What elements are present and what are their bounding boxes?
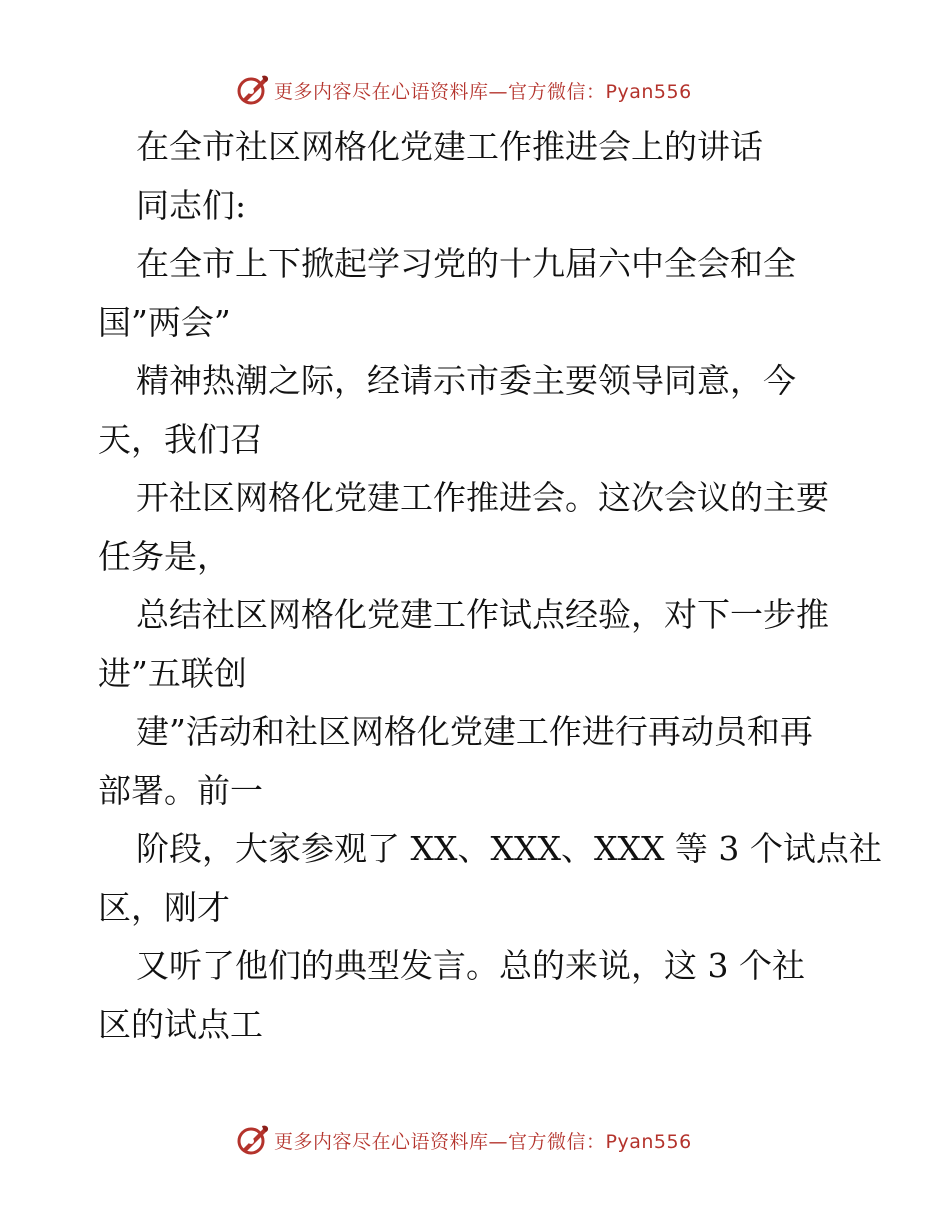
- paragraph-line: 进”五联创: [98, 653, 247, 693]
- paragraph-line: 总结社区网格化党建工作试点经验，对下一步推: [136, 595, 829, 634]
- paragraph-line: 天，我们召: [98, 419, 263, 459]
- paragraph-line: 精神热潮之际，经请示市委主要领导同意，今: [136, 361, 796, 400]
- paragraph-line: 建”活动和社区网格化党建工作进行再动员和再: [136, 712, 813, 751]
- paragraph-line: 部署。前一: [98, 770, 263, 810]
- quill-pen-icon: [234, 72, 270, 108]
- document-title: 在全市社区网格化党建工作推进会上的讲话: [136, 127, 763, 166]
- paragraph-line: 在全市上下掀起学习党的十九届六中全会和全: [136, 244, 796, 283]
- footer-text: 更多内容尽在心语资料库—官方微信：Pyan556: [274, 1130, 692, 1153]
- paragraph-line: 任务是，: [98, 536, 230, 576]
- paragraph-line: 又听了他们的典型发言。总的来说，这 3 个社: [136, 946, 805, 985]
- footer-banner: [234, 1120, 692, 1160]
- header-banner: [234, 70, 692, 110]
- paragraph-line: 开社区网格化党建工作推进会。这次会议的主要: [136, 478, 829, 517]
- document-body: [98, 118, 882, 1054]
- paragraph-line: 区的试点工: [98, 1004, 263, 1044]
- salutation: 同志们:: [136, 185, 247, 225]
- quill-pen-icon: [234, 1122, 270, 1158]
- paragraph-line: 区，刚才: [98, 887, 230, 927]
- header-text: 更多内容尽在心语资料库—官方微信：Pyan556: [274, 80, 692, 103]
- paragraph-line: 国”两会”: [98, 302, 231, 342]
- paragraph-line: 阶段，大家参观了 XX、XXX、XXX 等 3 个试点社: [136, 829, 882, 868]
